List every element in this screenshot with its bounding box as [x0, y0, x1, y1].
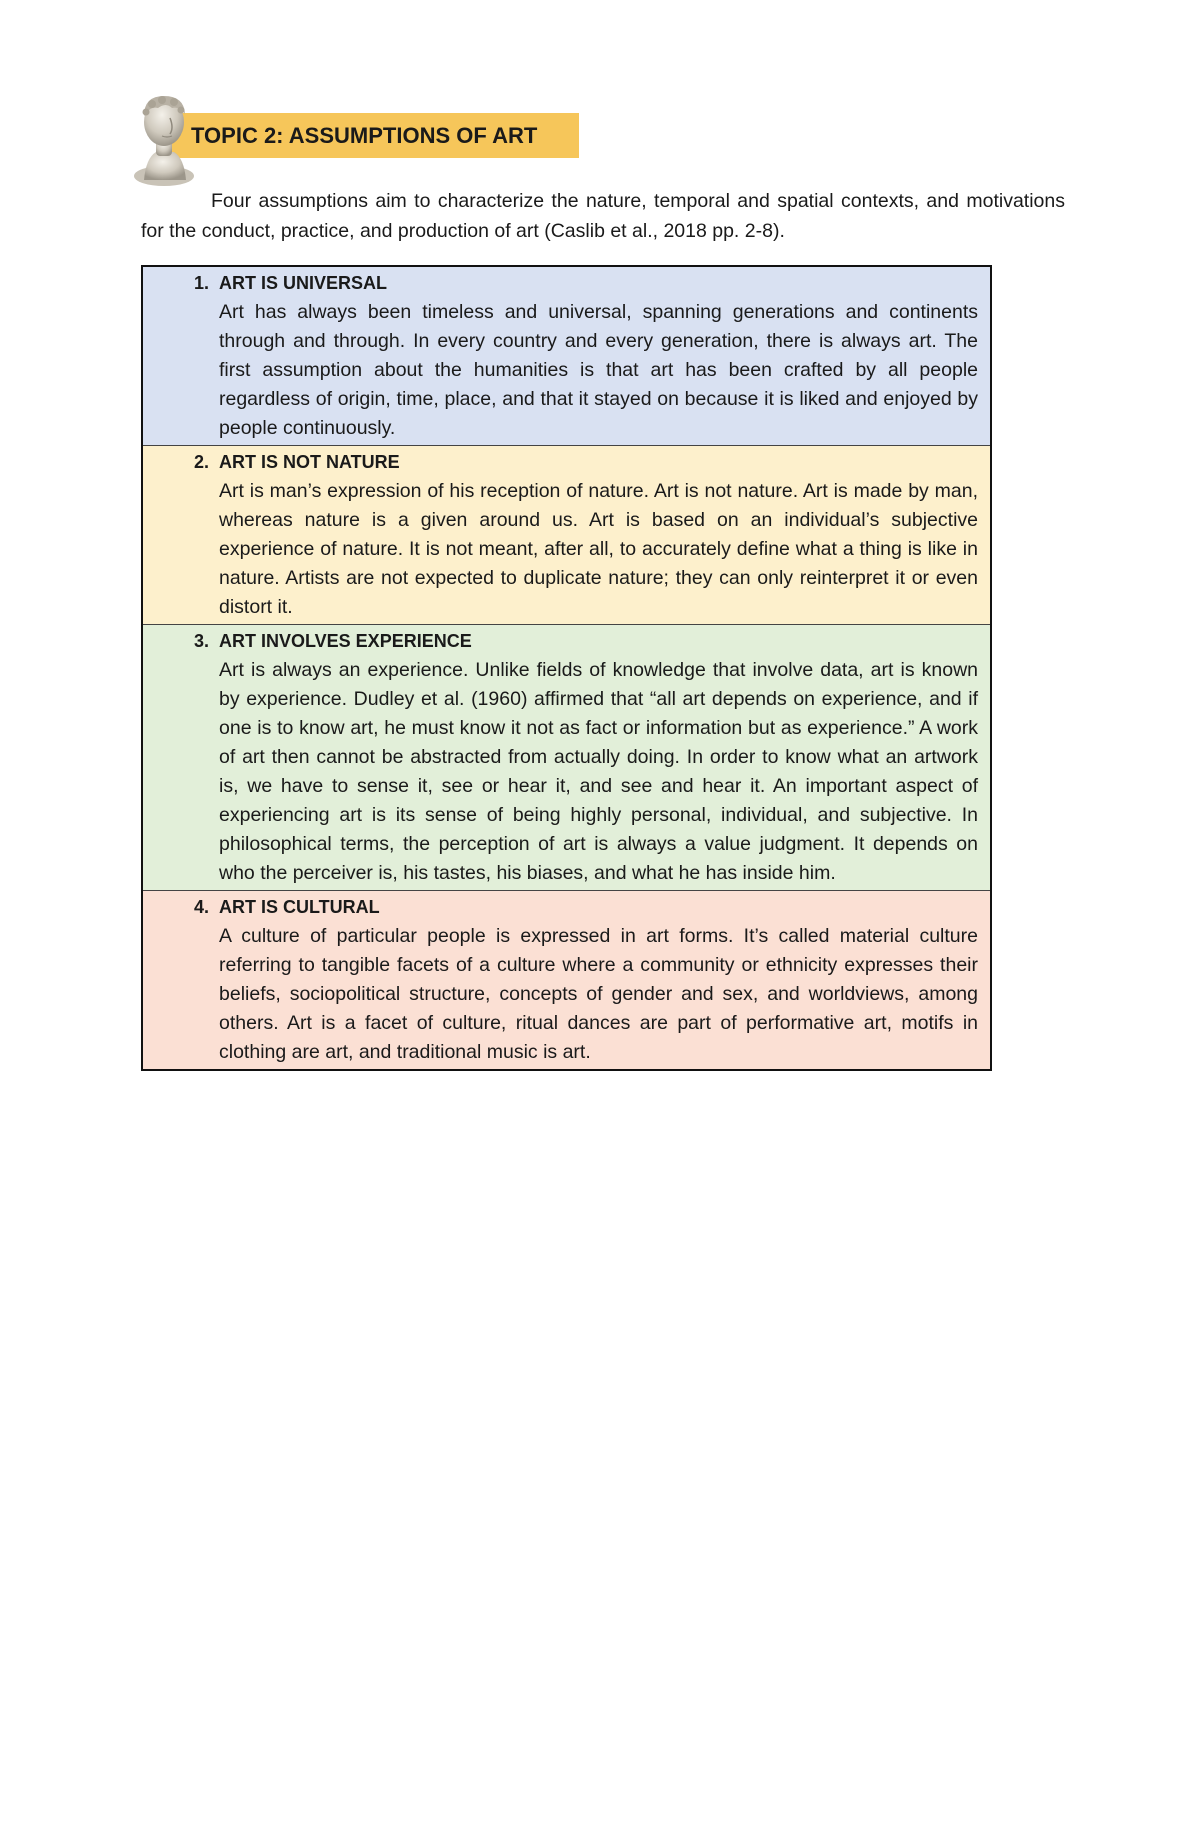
- assumption-row: [142, 625, 991, 891]
- assumption-row: [142, 266, 991, 446]
- statue-bust-icon: [122, 88, 202, 188]
- assumption-content: [219, 891, 991, 1071]
- assumptions-table: [141, 265, 992, 1071]
- assumption-body: Art is always an experience. Unlike fields of knowledge that involve data, art is known by experience. Dudley et al. (1960) affirmed that “all art depends on experience, and if one is to know art, he must know it not as fact or information but as experience.” A work of art then cannot be abstracted from actually doing. In order to know what an artwork is, we have to sense it, see or hear it, and see and hear it. An important aspect of experiencing art is its sense of being highly personal, individual, and subjective. In philosophical terms, the perception of art is always a value judgment. It depends on who the perceiver is, his tastes, his biases, and what he has inside him.: [219, 659, 978, 884]
- assumption-number: 3.: [142, 625, 219, 891]
- assumption-row: [142, 891, 991, 1071]
- assumption-heading: ART IS NOT NATURE: [219, 452, 400, 472]
- assumption-heading: ART IS UNIVERSAL: [219, 273, 388, 293]
- assumption-content: [219, 625, 991, 891]
- assumption-body: Art is man’s expression of his reception of nature. Art is not nature. Art is made by man, whereas nature is a given around us. Art is based on an individual’s subjective experience of nature. It is not meant, after all, to accurately define what a thing is like in nature. Artists are not expected to duplicate nature; they can only reinterpret it or even distort it.: [219, 480, 978, 618]
- assumption-body: Art has always been timeless and universal, spanning generations and continents through and through. In every country and every generation, there is always art. The first assumption about the humanities is that art has been crafted by all people regardless of origin, time, place, and that it stayed on because it is liked and enjoyed by people continuously.: [219, 301, 978, 439]
- page-title: TOPIC 2: ASSUMPTIONS OF ART: [191, 123, 538, 148]
- assumption-heading: ART IS CULTURAL: [219, 897, 380, 917]
- assumption-heading: ART INVOLVES EXPERIENCE: [219, 631, 472, 651]
- assumption-row: [142, 446, 991, 625]
- assumption-content: [219, 266, 991, 446]
- topic-title-band: [171, 113, 579, 158]
- assumption-content: [219, 446, 991, 625]
- assumption-body: A culture of particular people is expressed in art forms. It’s called material culture referring to tangible facets of a culture where a community or ethnicity expresses their beliefs, sociopolitical structure, concepts of gender and sex, and worldviews, among others. Art is a facet of culture, ritual dances are part of performative art, motifs in clothing are art, and traditional music is art.: [219, 925, 978, 1063]
- intro-paragraph: Four assumptions aim to characterize the nature, temporal and spatial contexts, and motivations for the conduct, practice, and production of art (Caslib et al., 2018 pp. 2-8).: [141, 190, 1065, 242]
- assumption-number: 1.: [193, 273, 209, 293]
- assumption-number: 2.: [142, 446, 219, 625]
- assumption-number: 4.: [142, 891, 219, 1071]
